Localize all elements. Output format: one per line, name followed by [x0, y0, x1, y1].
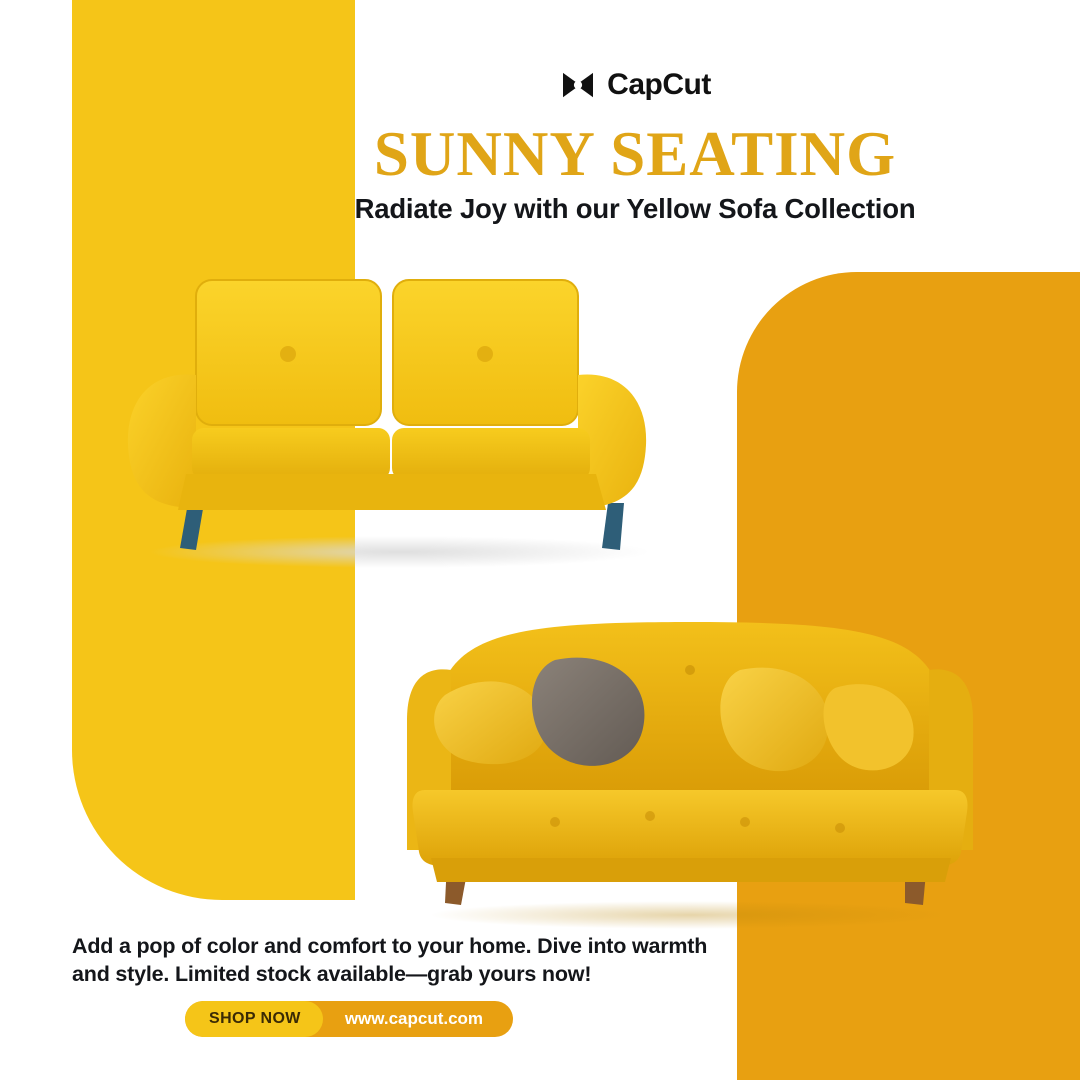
- page-title: SUNNY SEATING: [373, 119, 897, 189]
- shop-now-button[interactable]: SHOP NOW: [185, 1001, 323, 1037]
- body-copy: Add a pop of color and comfort to your home. Dive into warmth and style. Limited stock available—grab yours now!: [72, 934, 708, 987]
- brand-lockup: [0, 68, 1080, 102]
- capcut-logo-icon: [559, 70, 597, 100]
- cta-pill[interactable]: [185, 1001, 513, 1037]
- page-subtitle: Radiate Joy with our Yellow Sofa Collection: [354, 193, 916, 224]
- website-url-label[interactable]: www.capcut.com: [344, 1009, 484, 1028]
- sofa-top-image: [100, 260, 700, 570]
- brand-name: CapCut: [607, 68, 711, 101]
- sofa-bottom-image: [385, 600, 995, 930]
